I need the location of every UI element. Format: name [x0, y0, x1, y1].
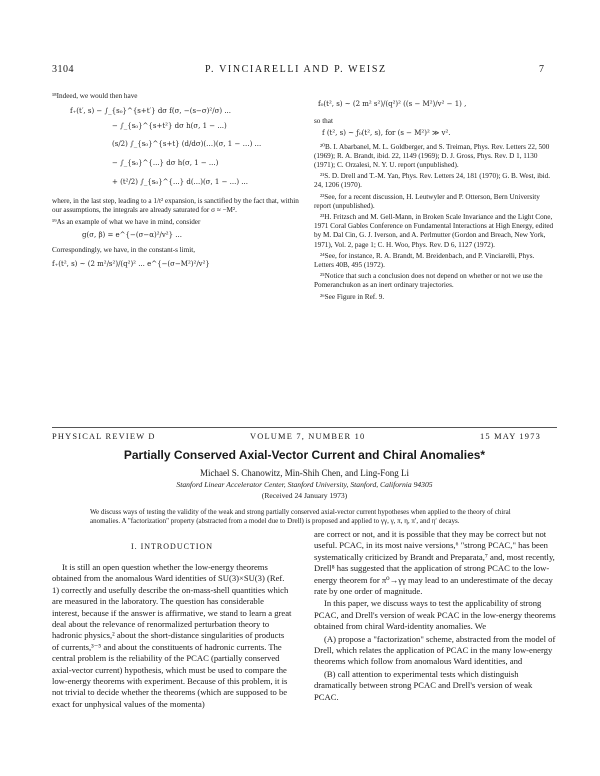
note-19-continued: Correspondingly, we have, in the constant-s limit,: [52, 246, 196, 255]
body-paragraph: (B) call attention to experimental tests which distinguish dramatically between strong PCAC and Drell's version of weak PCAC.: [314, 668, 533, 702]
left-notes-column: [52, 92, 302, 269]
running-title: P. VINCIARELLI AND P. WEISZ: [205, 64, 387, 75]
equation-1: f₊(t′, s) − ∫_{s₀}^{s+t′} dσ f(σ, −(s−σ)²/σ) ...: [70, 107, 231, 116]
reference-list: [314, 143, 556, 302]
equation-4: − ∫_{s₀}^{...} dσ h(σ, 1 − ...): [112, 158, 219, 167]
reference-item: ²²See, for a recent discussion, H. Leutwyler and P. Otterson, Bern University report (unpublished).: [314, 192, 540, 210]
reference-item: ²⁴See, for instance, R. A. Brandt, M. Breidenbach, and P. Vinciarelli, Phys. Letters 40B, 495 (1972).: [314, 251, 535, 270]
reference-item: ²⁵Notice that such a conclusion does not depend on whether or not we use the Pomeranchukon as an inert ordinary trajectories.: [314, 272, 543, 290]
right-equation-2: f (t², s) ~ ƒ₀(t², s), for (s − M²)² ≫ v².: [322, 129, 451, 138]
equation-6: g(σ, β) = e^{−(σ−α)²/v²} ...: [82, 230, 182, 239]
equation-7: f₊(t², s) ~ (2 m²/s²)/(q²)² ... e^{−(σ−M²)²/v²}: [52, 260, 210, 269]
journal-date: 15 MAY 1973: [480, 432, 541, 441]
equation-2: − ∫_{s₀}^{s+t²} dσ h(σ, 1 − ...): [112, 122, 227, 131]
note-18-text: where, in the last step, leading to a 1/t² expansion, is sanctified by the fact that, within our assumptions, the integrals are already saturated for σ ≈ −M².: [52, 197, 299, 215]
note-19-text: ¹⁹As an example of what we have in mind, consider: [52, 217, 201, 226]
article-affiliation: Stanford Linear Accelerator Center, Stanford University, Stanford, California 94305: [176, 480, 433, 489]
equation-5: + (t²/2) ∫_{s₀}^{...} d(...)(σ, 1 − ...) ...: [112, 178, 248, 187]
article-received: (Received 24 January 1973): [261, 491, 348, 500]
so-that-text: so that: [314, 117, 333, 126]
body-paragraph: are correct or not, and it is possible that they may be correct but not useful. PCAC, in its most naive versions,⁶ "strong PCAC," has been systematically criticized by Brandt and Preparata,⁷ and, most recently, Drell⁸ has suggested that the application of strong PCAC to the low-energy theorem for π⁰→γγ may lead to an underestimate of the decay rate by one order of magnitude.: [314, 529, 555, 597]
body-paragraph: (A) propose a "factorization" scheme, abstracted from the model of Drell, which relates the application of PCAC in the many low-energy theorems which follow from anomalous Ward identities, and: [314, 633, 556, 667]
reference-item: ²¹S. D. Drell and T.-M. Yan, Phys. Rev. Letters 24, 181 (1970); G. B. West, ibid. 24, 1206 (1970).: [314, 172, 551, 190]
note-18-intro: ¹⁸Indeed, we would then have: [52, 92, 138, 100]
equation-3: (s/2) ∫_{s₀}^{s+t} (d/dσ)(…)(σ, 1 − …) ...: [112, 139, 262, 148]
right-notes-column: [314, 92, 556, 304]
body-paragraph: In this paper, we discuss ways to test the applicability of strong PCAC, and Drell's version of weak PCAC in the low-energy theorems obtained from chiral Ward-identity anomalies. We: [314, 598, 556, 632]
body-left-column: [52, 562, 292, 711]
reference-item: ²⁶See Figure in Ref. 9.: [320, 292, 385, 301]
reference-item: ²⁰B. I. Abarbanel, M. L. Goldberger, and S. Treiman, Phys. Rev. Letters 22, 500 (1969); R. A. Brandt, ibid. 22, 1149 (1969); D. J. Gross, Phys. Rev. D 1, 1130 (1971); C. Orzalesi, N. Y. U. report (unpublished).: [314, 142, 550, 170]
right-equation-1: f₀(t², s) ~ (2 m² s²)/(q²)² ((s − M²)/v² − 1) ,: [318, 100, 467, 108]
article-abstract: We discuss ways of testing the validity of the weak and strong partially conserved axial-vector current hypotheses when applied to the theory of chiral anomalies. A "factorization" property (abstracted from a model due to Drell) is proposed and applied to γγ, γ, π, η, π′, and ηʹ decays.: [90, 508, 511, 525]
journal-name: PHYSICAL REVIEW D: [52, 432, 156, 441]
volume-mark: 7: [539, 64, 545, 75]
section-heading: I. INTRODUCTION: [130, 542, 214, 551]
journal-volume: VOLUME 7, NUMBER 10: [250, 432, 366, 441]
section-divider: [52, 427, 557, 428]
body-right-column: [314, 529, 557, 704]
reference-item: ²³H. Fritzsch and M. Gell-Mann, in Broken Scale Invariance and the Light Cone, 1971 Coral Gables Conference on Fundamental Interactions at High Energy, edited by M. Dal Cin, G. J. Iverson, and A. Perlmutter (Gordon and Breach, New York, 1971), Vol. 2, page 1; C. H. Woo, Phys. Rev. D 6, 1127 (1972).: [314, 213, 554, 249]
article-authors: Michael S. Chanowitz, Min-Shih Chen, and Ling-Fong Li: [200, 468, 409, 478]
page-number: 3104: [52, 64, 74, 75]
article-title: Partially Conserved Axial-Vector Current and Chiral Anomalies*: [123, 448, 486, 462]
body-paragraph: It is still an open question whether the low-energy theorems obtained from the anomalous Ward identities of SU(3)×SU(3) (Ref. 1) correctly and usefully describe the on-mass-shell quantities which are measured in the laboratory. The question has considerable interest, because if the answer is affirmative, we stand to learn a great deal about the relevance of renormalized perturbation theory to hadronic physics,² about the short-distance singularities of products of currents,³⁻⁵ and about the constituents of hadronic currents. The central problem is the reliability of the PCAC (partially conserved axial-vector current) hypothesis, which must be used to compare the low-energy theorems with experiment. Because of this problem, it is not trivial to decide whether the theorems (which are supposed to be exact for unphysical values of the momenta): [52, 562, 292, 709]
